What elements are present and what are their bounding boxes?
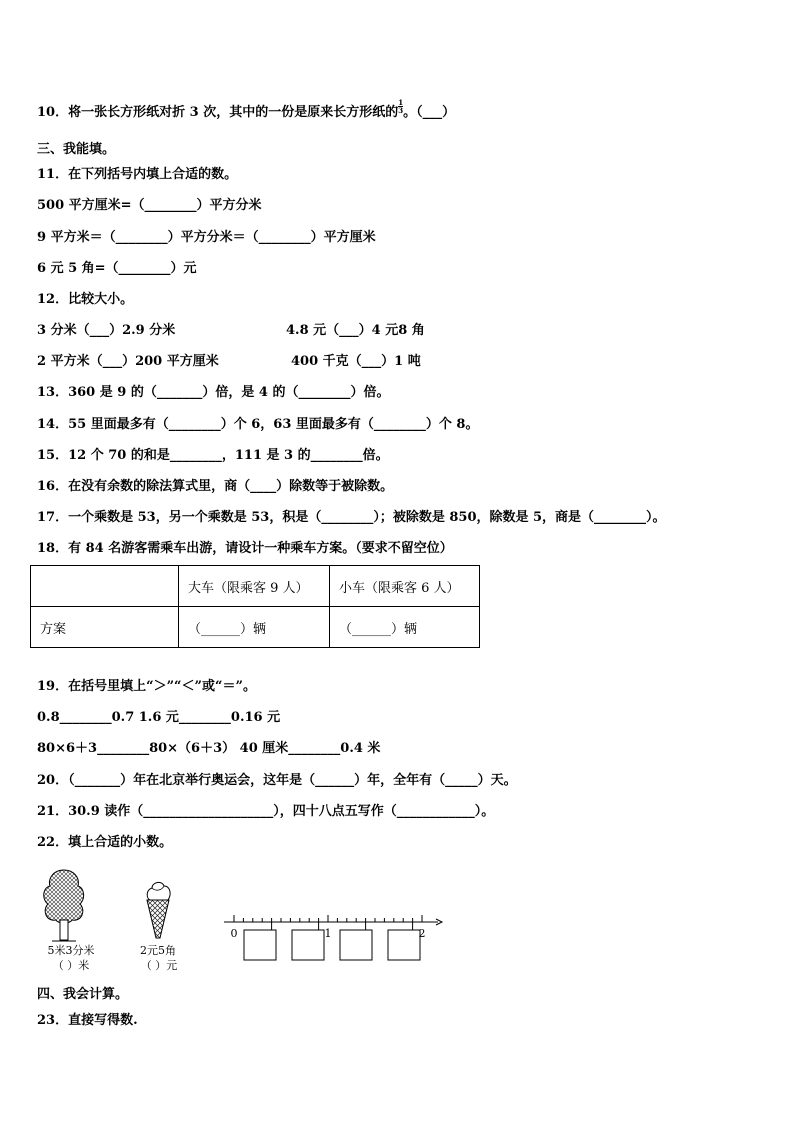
- tick-label-0: 0: [230, 927, 238, 940]
- q10-number: 10．: [37, 105, 69, 120]
- q10-fraction: $\frac{1}{3}$: [398, 98, 404, 115]
- q12-item-a: 3 分米（___）2.9 分米: [37, 323, 176, 338]
- q11-line-2: 9 平方米＝（________）平方分米＝（________）平方厘米: [37, 230, 376, 245]
- question-22-title: 22．填上合适的小数。: [37, 835, 173, 850]
- question-20: 20．（_______）年在北京举行奥运会，这年是（______）年，全年有（_____）天。: [37, 773, 517, 788]
- q10-text: 将一张长方形纸对折 3 次，其中的一份是原来长方形纸的: [68, 105, 399, 120]
- answer-box: [292, 930, 324, 960]
- table-row-label: 方案: [31, 607, 179, 648]
- ice-cream-answer-blank: （ ）元: [140, 959, 178, 972]
- question-16: 16．在没有余数的除法算式里，商（____）除数等于被除数。: [37, 479, 394, 494]
- question-21: 21．30.9 读作（____________________），四十八点五写作（____________）。: [37, 804, 495, 819]
- question-15: 15．12 个 70 的和是________，111 是 3 的________倍。: [37, 448, 389, 463]
- question-14: 14．55 里面最多有（________）个 6，63 里面最多有（________）个 8。: [37, 417, 479, 432]
- table-row: [31, 607, 480, 648]
- table-corner-cell: [31, 566, 179, 607]
- question-17: 17．一个乘数是 53，另一个乘数是 53，积是（________）；被除数是 850，除数是 5，商是（________）。: [37, 510, 666, 525]
- tick-label-2: 2: [418, 927, 426, 940]
- answer-box: [340, 930, 372, 960]
- section-3-title: 三、我能填。: [37, 142, 116, 157]
- q12-item-b: 4.8 元（___）4 元8 角: [286, 323, 425, 338]
- ice-cream-picture: [140, 878, 174, 944]
- table-cell-big-bus: （______）辆: [179, 607, 330, 648]
- q19-line-2: 80×6＋3________80×（6＋3） 40 厘米________0.4 米: [37, 741, 381, 756]
- question-13: 13．360 是 9 的（_______）倍，是 4 的（________）倍。: [37, 385, 390, 400]
- table-row: [31, 566, 480, 607]
- question-12-title: 12．比较大小。: [37, 292, 134, 307]
- tree-caption: 5米3分米: [47, 944, 95, 957]
- tick-label-1: 1: [324, 927, 332, 940]
- table-cell-small-bus: （______）辆: [330, 607, 480, 648]
- question-23: 23．直接写得数.: [37, 1013, 138, 1028]
- table-header-big-bus: 大车（限乘客 9 人）: [179, 566, 330, 607]
- q12-item-c: 2 平方米（___）200 平方厘米: [37, 354, 219, 369]
- question-11-title: 11．在下列括号内填上合适的数。: [37, 167, 238, 182]
- tree-picture: [38, 866, 90, 944]
- question-10: [37, 99, 455, 122]
- ice-cream-caption: 2元5角: [140, 944, 176, 957]
- question-18-title: 18．有 84 名游客需乘车出游，请设计一种乘车方案。（要求不留空位）: [37, 541, 453, 556]
- q12-item-d: 400 千克（___）1 吨: [291, 354, 421, 369]
- section-4-title: 四、我会计算。: [37, 987, 129, 1002]
- q11-line-1: 500 平方厘米=（________）平方分米: [37, 198, 262, 213]
- q19-line-1: 0.8________0.7 1.6 元________0.16 元: [37, 710, 281, 725]
- question-19-title: 19．在括号里填上“＞”“＜”或“＝”。: [37, 679, 256, 694]
- number-line-ticks: [234, 915, 422, 922]
- q11-line-3: 6 元 5 角=（________）元: [37, 261, 197, 276]
- q10-tail: 。（___）: [403, 105, 456, 120]
- tree-answer-blank: （ ）米: [52, 959, 90, 972]
- answer-box: [244, 930, 276, 960]
- table-header-small-bus: 小车（限乘客 6 人）: [330, 566, 480, 607]
- plan-table: [30, 565, 480, 648]
